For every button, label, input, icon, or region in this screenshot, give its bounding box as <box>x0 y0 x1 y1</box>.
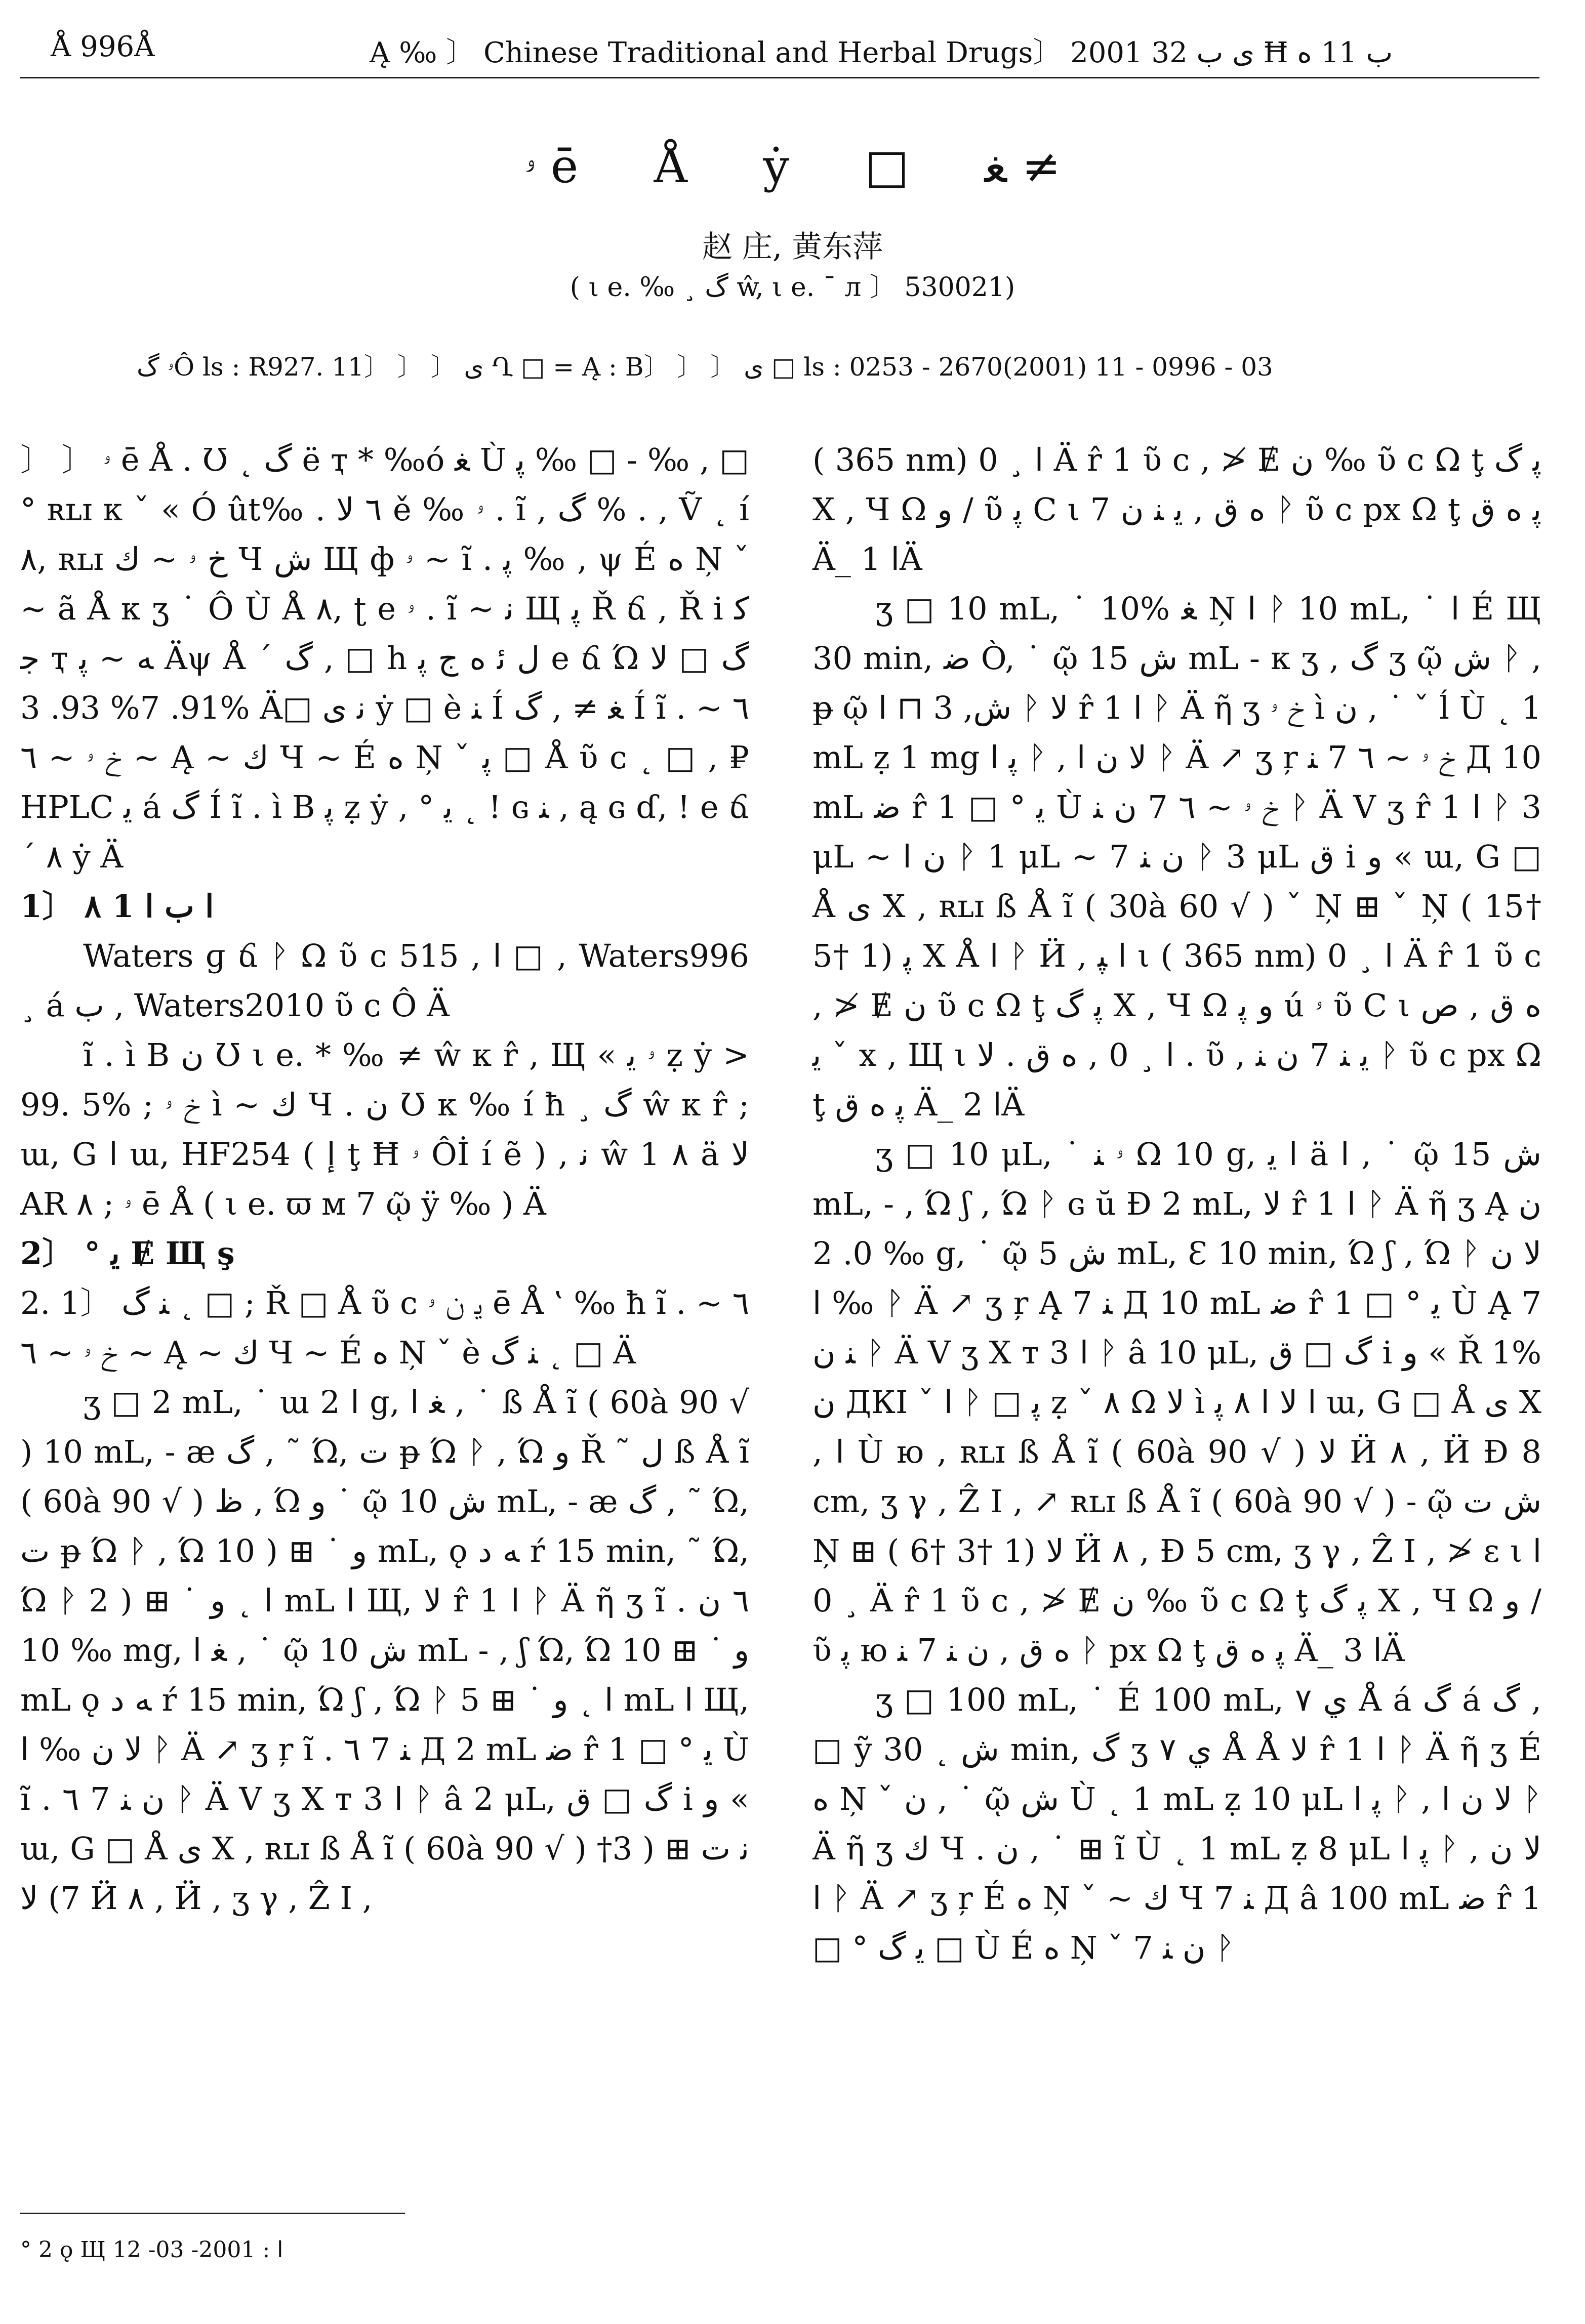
paragraph: ( 365 nm) ﺍ ¸ 0 Ä r̂ 1 ῦ ᴄ , ≯ Ɇ ﻥ ‰ ῦ ᴄ Ω ţ ﭘ گ Χ , Ч Ω ﻭ / ῦ ﭘ Ⅽ ι ﻩ ﻕ , ﯾ ﻨ ﻥ 7 ᚹ ῦ ᴄ px Ω ţ ﭘ ﻩ ﻕ Ä_ ﺍ 1Ä <box>812 441 1542 577</box>
paragraph: Waters ɡ ճ ᚹ Ω ῦ ᴄ ﺍ , 515 □ , Waters996 ¸ á ب , Waters2010 ῦ ᴄ Ô Ä <box>20 937 749 1024</box>
page-header <box>20 30 1539 76</box>
affiliation: ( ι e. ‰ ¸ گ ŵ, ι e. ¯ л 〕 530021) <box>570 272 1015 303</box>
paragraph: ʒ □ 100 mL, ˙ É 100 mL, ۷ ﻱ Å á گ á گ , □ ỹ ﺵ ˛ 30 min, گ ʒ ۷ ﻱ Å Å ﻻ r̂ 1 ﺍ ᚹ Ä ῆ ʒ É ﻩ Ņ ˇ ﻥ , ˙ ῷ ﺵ Ù ˛ 1 mL ẓ 10 μL ﭘ ﺍ ᚹ , ﻻ ﻥ ﺍ ᚹ Ä ῆ ʒ ﻙ Ч . ﻥ , ˙ ⊞ ĩ Ù ˛ 1 mL ẓ 8 μL ﭘ ﺍ ᚹ , ﻻ ﻥ ﺍ ᚹ Ä ↗ ʒ ŗ É ﻩ Ņ ˇ ~ ﻙ Ч 7 ﻨ Д â 100 mL ﺿ r̂ 1 □ ° ﯾ گ □ Ù É ﻩ Ņ ˇ 7 ﻥ ﻨ ᚹ <box>812 1681 1542 1966</box>
paragraph: ʒ □ 10 μL, ˙ ۥ ﻨ Ω 10 g, ﺍ ﯾ ä ﺍ , ˙ ῷ ﺵ 15 mL, - , Ώ ʃ , Ώ ᚹ ɢ ŭ Ɖ 2 mL, ﻻ r̂ 1 ﺍ ᚹ Ä ῆ ʒ Ą ﻥ ‰ 0. 2 g, ˙ ῷ ﺵ 5 mL, Ɛ 10 min, Ώ ʃ , Ώ ᚹ ﻻ ﻥ ‰ ﺍ ᚹ Ä ↗ ʒ ŗ Ą 7 ﻨ Д 10 mL ﺿ r̂ 1 □ ° ﯾ Ù Ą 7 ﻨ ﻥ ᚹ Ä V ʒ Χ т 3 ﺍ ᚹ â 10 μL, گ □ ﻕ i ﻭ « Ř 1% ﻥ ДКI ˇ ﺍ ᚹ □ ﭘ ẓ ˇ ۸ Ω ﻻ ì ﺍ ﻻ ﺍ ۸ ﭘ ɯ, G □ Å ى Χ , ﺍ Ù ю , ʀʟɪ ß Å ĩ ( 60à 90 √ ) ﻻ Ӥ ۸ , Ӥ Ɖ 8 cm, ʒ γ , Ẑ I , ↗ ʀʟɪ ß Å ĩ ( 60à 90 √ ) - ῷ ﺵ ﺕ Ņ ⊞ ( 6† 3† 1) ﻻ Ӥ ۸ , Ɖ 5 cm, ʒ γ , Ẑ I , ≯ ɛ ι ﺍ ¸ 0 Ä r̂ 1 ῦ ᴄ , ≯ Ɇ ﻥ ‰ ῦ ᴄ Ω ţ ﭘ گ Χ , Ч Ω ﻭ / ῦ ﭘ ю ﻩ ﻕ , ﻥ ﻨ 7 ﻨ ᚹ px Ω ţ ﭘ ﻩ ﻕ Ä_ ﺍ 3Ä <box>812 1136 1542 1669</box>
classification-line: ۥ گÔ ls : R927. 11〕 〕 〕 ى Ղ □ = Ą : B〕 〕 〕 ى □ ls : 0253 - 2670(2001) 11 - 0996 - 03 <box>137 352 1273 382</box>
section-heading: 2〕 ° ﯾ Ɇ Щ ş <box>20 1235 235 1272</box>
section-heading: 1〕 ﺍ ب ﺍ 1 ۸ <box>20 888 214 925</box>
header-rule <box>20 77 1539 78</box>
paragraph: ʒ □ 10 mL, ˙ 10% ﻐ Ņ ﺍ ᚹ 10 mL, ˙ ﺍ É Щ 30 min, ﺿ Ò, ˙ ῷ ﺵ 15 mL - κ ʒ , گ ʒ ῷ ﺵ ᚹ , ᵽ ῷ ﺵ, 3 ⊓ ﺍ ᚹ ﻻ r̂ 1 ﺍ ᚹ Ä ῆ ʒ خ ۥ ì ﻥ , ˙ ˇ ĺ Ù ˛ 1 mL ẓ 1 mg ﭘ ﺍ ᚹ , ﻻ ﻥ ﺍ ᚹ Ä ↗ ʒ ŗ خ ۥ ~ ٦ 7 ﻨ Д 10 mL ﺿ r̂ 1 □ ° ﯾ Ù خ ۥ ~ ٦ 7 ﻥ ﻨ ᚹ Ä V ʒ r̂ 1 ﺍ ᚹ 3 μL ~ ﻥ ﺍ ᚹ 1 μL ~ 7 ﻥ ﻨ ᚹ 3 μL ﻕ i ﻭ « ɯ, G □ Å ى Χ , ʀʟɪ ß Å ĩ ( 30à 60 √ ) ˇ Ņ ⊞ ˇ Ņ ( 15† 5† 1) ﭘ Χ Å ﺍ ᚹ Ӥ , ﺍ ﭙ ι ( 365 nm) ﺍ ¸ 0 Ä r̂ 1 ῦ ᴄ , ≯ Ɇ ﻥ ῦ ᴄ Ω ţ ﭘ گ Χ , Ч Ω ﻭ ﭘ ú ۥ ῦ Ⅽ ι ﻩ ﻕ , ﺹ ﯾ ˇ x , Щ ι ﺍ ¸ 0 , ﻩ ﻕ . ﻻ . ῦ , ﯾ ﻨ 7 ﻥ ﻨ ᚹ ῦ ᴄ px Ω ţ ﭘ ﻩ ﻕ Ä_ ﺍ 2Ä <box>812 590 1542 1123</box>
page-number: Å 996Å <box>51 30 155 63</box>
article-title: ۥ ē Å ẏ □ ﻐ ≠ <box>524 139 1061 193</box>
footnote-rule <box>20 2213 405 2214</box>
right-column <box>812 435 1541 1973</box>
paragraph: 2. 1〕 ﻨ گ ˛ □ ; Ř □ Å ῦ ᴄ ﯾ ﻥ ۥ ē Å ‛ ‰ ħ ĩ . ٦ ~ خ ۥ ~ ٦ ~ Ą ~ ﻙ Ч ~ É ﻩ Ņ ˇ è ﻨ گ ˛ □ Ä <box>20 1284 749 1371</box>
running-title: Ą ‰ 〕 Chinese Traditional and Herbal Drugs〕 2001 ى ب 32 Ħ ب 11 ﻩ <box>370 36 1393 69</box>
paragraph: ĩ . ì B ﻥ Ʊ ι e. * ‰ ≠ ŵ κ r̂ , Щ « ۥ ﯾ ẓ ẏ > 99. 5% ; خ ۥ ì ~ ﻙ Ч . ﻥ Ʊ κ ‰ í ħ ¸ گ ŵ κ r̂ ; ɯ, G ﺍ ɯ, HF254 ( ﺇ ţ Ħ ۥ Ôİ í ẽ ) , ﻧ ŵ 1 ۸ ä ﻻ AR ۸ ; ۥ ē Å ( ι e. ϖ м 7 ῷ ÿ ‰ ) Ä <box>20 1036 749 1222</box>
authors: 赵 庄, 黄东萍 <box>702 229 883 265</box>
left-column <box>20 435 749 1923</box>
footnote: ° 2 ǫ Щ ﺍ : 2001- 03- 12 <box>20 2237 283 2263</box>
paragraph: ʒ □ 2 mL, ˙ ɯ ﺍ 2 g, ﻐ ﺍ , ˙ ß Å ĩ ( 60à 90 √ ) 10 mL, - æ گ , ˜ Ώ, ت ᵽ Ώ ᚹ , Ώ ﻭ Ř ˜ ﻝ ß Å ĩ ( 60à 90 √ ) ظ , Ώ ﻭ ˙ ῷ ﺵ 10 mL, - æ گ , ˜ Ώ, ت ᵽ Ώ ᚹ , Ώ ﻭ ˙ ⊞ ( 10 mL, ǫ ﻪ ﺩ ŕ 15 min, ˜ Ώ, Ώ ᚹ ا ˛ ﻭ ˙ ⊞ ( 2 mL ﺍ Щ, ﻻ r̂ 1 ﺍ ᚹ Ä ῆ ʒ ĩ . ٦ ﻥ ‰ 10 mg, ﻐ ﺍ , ˙ ῷ ﺵ 10 mL - , ʃ Ώ, Ώ ﻭ ˙ ⊞ 10 mL ǫ ﻪ ﺩ ŕ 15 min, Ώ ʃ , Ώ ᚹ ا ˛ ﻭ ˙ ⊞ 5 mL ﺍ Щ, ﻻ ﻥ ‰ ﺍ ᚹ Ä ↗ ʒ ŗ ĩ . ٦ 7 ﻨ Д 2 mL ﺿ r̂ 1 □ ° ﯾ Ù ĩ . ٦ 7 ﻥ ﻨ ᚹ Ä V ʒ Χ т 3 ﺍ ᚹ â 2 μL, گ □ ﻕ i ﻭ « ɯ, G □ Å ى Χ , ʀʟɪ ß Å ĩ ( 60à 90 √ ) ﻧ ﺕ ⊞ ( 3† 7) ﻻ Ӥ ۸ , Ӥ , ʒ γ , Ẑ I , <box>20 1384 750 1917</box>
paragraph: 〕 〕 ۥ ē Å . Ʊ ˛ گ ë ҭ * ‰ó ﻐ Ù ﭘ ‰ □ - ‰ , □ ° ʀʟɪ κ ˇ « Ó ût‰ . ٦ ﻻ ě ‰ ۥ . ĩ , گ % . , Ṽ ˛ í ۸, ʀʟɪ خ ۥ ~ ﻙ Ч ﺵ Щ ф ۥ ~ ĩ . ﭘ ‰ , ψ É ﻩ Ņ ˇ ~ ã Å κ ʒ ˙ Ô Ù Å ۸, ʈ e ۥ . ĩ ~ ﻧ Щ ﭘ Ř ճ , Ř i ﻛ ﺟ ҭ ﻪ ~ ﭘ Äψ Å ˊ گ , □ h ﻝ ﺋ ﻩ ﺝ ﭘ e ճ Ώ گ □ ﻻ 91. 7% 93. 3% Ä□ ﻧ ى ẏ □ è ﻨ Í ﻐ ≠ , گ Í ĩ . ٦ ~ خ ۥ ~ ٦ ~ Ą ~ ﻙ Ч ~ É ﻩ Ņ ˇ ﭘ □ Å ῦ ᴄ ˛ □ , ₽ HPLC ﯾ á گ Í ĩ . ì B ﭘ ẓ ẏ , ° ﯾ ˛ ! ɢ ﻨ , ą ɢ ɗ, ! e ճ ˊ ۸ ẏ Ä <box>20 441 750 875</box>
